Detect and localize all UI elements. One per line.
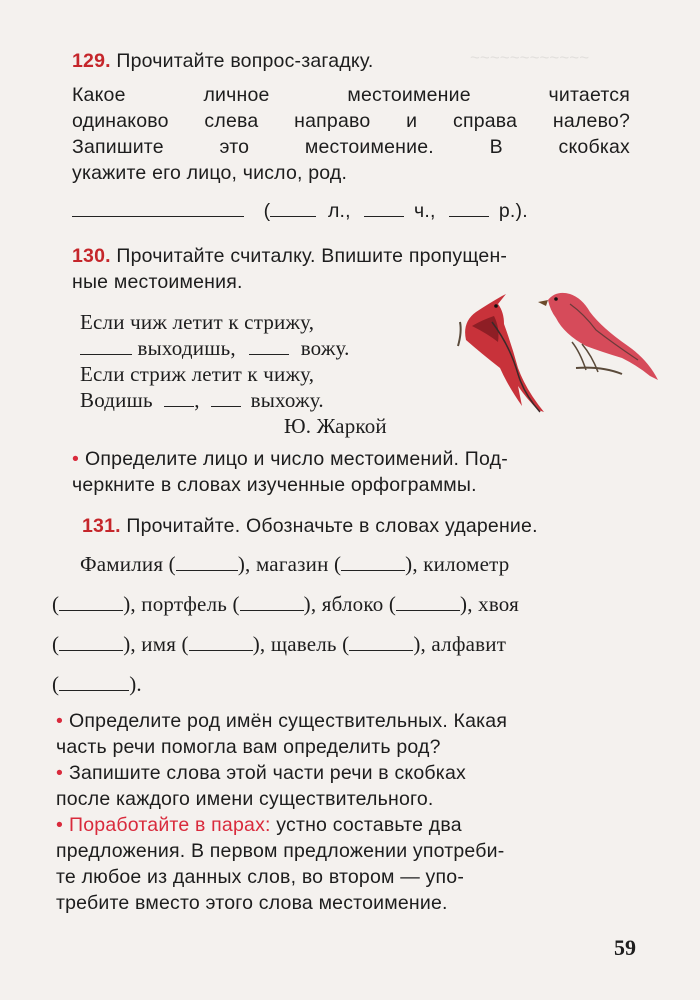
answer-blank[interactable] [189,649,253,651]
word-list-line: ( ), имя ( ), щавель ( ), алфавит [52,632,507,656]
swift-bird [458,294,544,412]
answer-blank[interactable] [349,649,413,651]
word-list-line: ( ), портфель ( ), яблоко ( ), хвоя [52,592,519,616]
answer-blank[interactable] [396,609,460,611]
answer-blank[interactable] [176,569,238,571]
answer-blank[interactable] [211,405,241,407]
answer-blank[interactable] [449,215,489,217]
exercise-title: Прочитайте. Обозначьте в словах ударение. [126,515,538,537]
answer-blank[interactable] [59,689,129,691]
exercise-number: 131. [82,515,121,537]
answer-blank[interactable] [80,353,132,355]
answer-blank[interactable] [240,609,304,611]
poem-line: Если стриж летит к чижу, [80,362,315,386]
poem-line: Если чиж летит к стрижу, [80,310,315,334]
exercise-130-title-cont: ные местоимения. [72,271,243,293]
exercise-131-task: • Запишите слова этой части речи в скобках [56,762,466,784]
poem-line: Водишь , выхожу. [80,388,324,412]
exercise-131-pairs-cont: предложения. В первом предложении употреби- [56,840,505,862]
bleed-through-text: ~~~~~~~~~~~~ [470,48,590,67]
answer-blank[interactable] [364,215,404,217]
exercise-131-pairs-cont: те любое из данных слов, во втором — упо- [56,866,465,888]
exercise-130-task-cont: черкните в словах изученные орфограммы. [72,474,477,496]
exercise-131-task: • Определите род имён существительных. Какая [56,710,508,732]
word-list-line: Фамилия ( ), магазин ( ), километр [80,552,510,576]
exercise-129-text-line: одинаково слева направо и справа налево? [72,110,630,132]
answer-blank[interactable] [164,405,194,407]
exercise-131-task-cont: часть речи помогла вам определить род? [56,736,441,758]
exercise-129-fill-line: ( л., ч., р.). [72,200,528,223]
word-list-line: ( ). [52,672,142,696]
pairs-label: Поработайте в парах: [69,814,271,836]
answer-blank[interactable] [59,609,123,611]
poem-author: Ю. Жаркой [284,414,387,438]
exercise-131-task-cont: после каждого имени существительного. [56,788,434,810]
exercise-129-text-line: Запишите это местоимение. В скобках [72,136,630,158]
exercise-131-pairs-cont: требите вместо этого слова местоимение. [56,892,448,914]
exercise-131-heading [82,515,538,538]
poem-line: выходишь, вожу. [80,336,350,361]
answer-blank[interactable] [72,215,244,217]
exercise-130-heading [72,245,507,268]
page-number: 59 [614,935,636,960]
exercise-number: 129. [72,50,111,72]
exercise-131-pairs-task: • Поработайте в парах: устно составьте два [56,814,462,836]
answer-blank[interactable] [249,353,289,355]
exercise-129-heading [72,50,373,73]
answer-blank[interactable] [341,569,405,571]
exercise-title: Прочитайте вопрос-загадку. [116,50,374,72]
exercise-130-task: • Определите лицо и число местоимений. Под- [72,448,508,470]
answer-blank[interactable] [59,649,123,651]
exercise-number: 130. [72,245,111,267]
finch-bird [538,293,658,380]
exercise-title: Прочитайте считалку. Впишите пропущен- [116,245,508,267]
exercise-129-text-line: Какое личное местоимение читается [72,84,630,106]
exercise-129-text-line: укажите его лицо, число, род. [72,162,348,184]
answer-blank[interactable] [270,215,316,217]
birds-illustration [452,282,662,422]
